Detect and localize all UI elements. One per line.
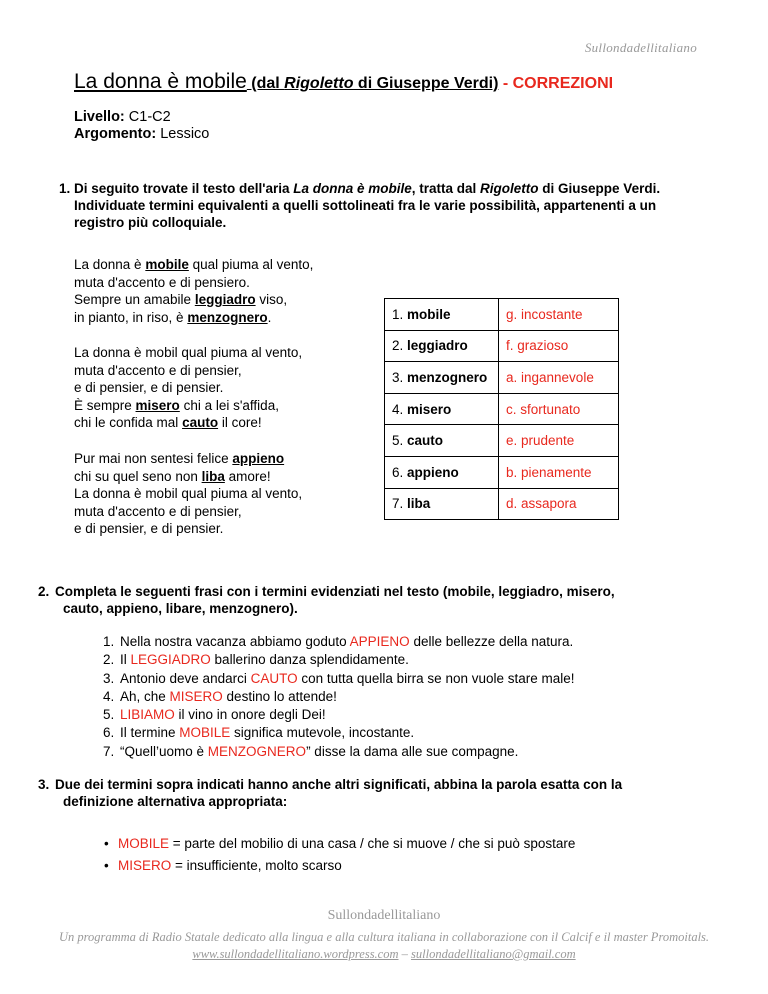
lyrics-stanza-1 xyxy=(74,256,313,326)
level-label: Livello: xyxy=(74,109,125,125)
level-line xyxy=(74,109,171,125)
matching-word: misero xyxy=(407,401,452,417)
sentence-answer: CAUTO xyxy=(250,670,298,686)
matching-answer: e. prudente xyxy=(499,425,619,457)
matching-number: 3. xyxy=(392,369,408,385)
q3-line1: Due dei termini sopra indicati hanno anche altri significati, abbina la parola esatta con la xyxy=(55,777,623,792)
lyric-text: chi su quel seno non xyxy=(74,468,202,484)
underlined-word: menzognero xyxy=(187,309,268,325)
footer-separator: – xyxy=(398,947,412,961)
topic-label: Argomento: xyxy=(74,126,157,142)
matching-word-cell xyxy=(385,299,499,331)
lyric-line: muta d'accento e di pensier, xyxy=(74,362,242,378)
matching-number: 1. xyxy=(392,306,408,322)
matching-answer: d. assapora xyxy=(499,488,619,520)
sentence-text: Il xyxy=(120,652,131,668)
matching-answer: f. grazioso xyxy=(499,330,619,362)
matching-answer: a. ingannevole xyxy=(499,362,619,394)
footer-description: Un programma di Radio Statale dedicato alla lingua e alla cultura italiana in collaborazione con il Calcif e il master Promoitals. xyxy=(58,930,710,944)
level-value: C1-C2 xyxy=(124,109,171,125)
website-link[interactable]: www.sullondadellitaliano.wordpress.com xyxy=(192,947,399,961)
matching-word-cell xyxy=(385,425,499,457)
sentence-item xyxy=(118,706,575,724)
sentence-text: ballerino danza splendidamente. xyxy=(210,652,409,668)
lyric-line: La donna è mobil qual piuma al vento, xyxy=(74,345,303,360)
lyric-text: chi a lei s'affida, xyxy=(179,397,279,413)
matching-word: menzognero xyxy=(407,369,488,385)
lyric-text: viso, xyxy=(255,292,288,308)
sentence-item xyxy=(118,688,575,706)
matching-number: 2. xyxy=(392,338,408,354)
q1-l1e: di Giuseppe Verdi. xyxy=(538,181,661,196)
sentence-item xyxy=(118,670,575,688)
matching-number: 6. xyxy=(392,464,408,480)
q1-l1d: Rigoletto xyxy=(480,181,539,196)
matching-word: cauto xyxy=(407,433,444,449)
lyric-line: muta d'accento e di pensiero. xyxy=(74,274,250,290)
matching-answer: b. pienamente xyxy=(499,456,619,488)
definition-text: = insufficiente, molto scarso xyxy=(171,858,342,873)
sentence-text: Antonio deve andarci xyxy=(120,670,251,686)
lyric-text: Sempre un amabile xyxy=(74,292,195,308)
lyric-text: La donna è xyxy=(74,257,146,272)
matching-table xyxy=(384,298,619,520)
sentence-item xyxy=(118,651,575,669)
definition-word: MISERO xyxy=(118,858,172,873)
matching-answer: g. incostante xyxy=(499,299,619,331)
matching-word-cell xyxy=(385,330,499,362)
matching-word: leggiadro xyxy=(407,338,468,354)
matching-row xyxy=(385,362,619,394)
lyric-line: muta d'accento e di pensier, xyxy=(74,503,242,519)
lyric-line xyxy=(74,291,313,309)
sentence-text: ” disse la dama alle sue compagne. xyxy=(306,743,519,759)
sentence-text: con tutta quella birra se non vuole stare male! xyxy=(297,670,575,686)
q1-instructions xyxy=(74,180,660,231)
matching-word: mobile xyxy=(407,306,451,322)
sentence-answer: LEGGIADRO xyxy=(130,652,211,668)
matching-row xyxy=(385,393,619,425)
footer-contacts xyxy=(0,947,768,962)
underlined-word: appieno xyxy=(232,451,285,466)
header-brand: Sullondadellitaliano xyxy=(584,40,697,55)
q3-instructions xyxy=(55,776,622,810)
sentence-text: delle bellezze della natura. xyxy=(409,634,574,649)
email-link[interactable]: sullondadellitaliano@gmail.com xyxy=(411,947,576,961)
matching-word: appieno xyxy=(407,464,459,480)
matching-number: 4. xyxy=(392,401,408,417)
underlined-word: mobile xyxy=(145,257,189,272)
title-sub xyxy=(247,75,499,92)
q1-line1 xyxy=(74,180,660,197)
sentence-answer: MENZOGNERO xyxy=(207,743,307,759)
lyric-line xyxy=(74,309,313,327)
title-main: La donna è mobile xyxy=(74,70,247,93)
matching-row xyxy=(385,299,619,331)
lyric-line xyxy=(74,397,302,415)
lyric-line xyxy=(74,468,302,486)
matching-word-cell xyxy=(385,393,499,425)
matching-word-cell xyxy=(385,456,499,488)
lyric-text: . xyxy=(267,309,272,325)
matching-word: liba xyxy=(407,496,431,512)
title-sub-post: di Giuseppe Verdi) xyxy=(353,75,499,92)
topic-line xyxy=(74,126,209,142)
q2-number: 2. xyxy=(38,584,50,599)
matching-word-cell xyxy=(385,488,499,520)
definition-item xyxy=(118,855,575,877)
q1-line2: Individuate termini equivalenti a quelli sottolineati fra le varie possibilità, appartenenti a un xyxy=(74,198,657,213)
q2-instructions xyxy=(55,583,615,617)
matching-number: 7. xyxy=(392,496,408,512)
sentence-text: Ah, che xyxy=(120,688,170,704)
lyric-text: È sempre xyxy=(74,397,136,413)
matching-answer: c. sfortunato xyxy=(499,393,619,425)
sentence-item xyxy=(118,743,575,761)
matching-word-cell xyxy=(385,362,499,394)
lyric-text: amore! xyxy=(224,468,271,484)
title-dash: - xyxy=(498,75,513,92)
sentence-answer: MISERO xyxy=(169,688,223,704)
sentence-text: Il termine xyxy=(120,725,180,741)
q1-number: 1. xyxy=(59,181,71,196)
title-work: Rigoletto xyxy=(284,75,354,92)
matching-row xyxy=(385,425,619,457)
q2-line2: cauto, appieno, libare, menzognero). xyxy=(63,601,298,616)
definition-text: = parte del mobilio di una casa / che si muove / che si può spostare xyxy=(169,836,576,851)
lyrics-stanza-2 xyxy=(74,344,302,432)
sentence-text: “Quell’uomo è xyxy=(120,743,208,759)
lyric-line: e di pensier, e di pensier. xyxy=(74,521,224,537)
lyric-line: La donna è mobil qual piuma al vento, xyxy=(74,486,303,502)
lyric-text: qual piuma al vento, xyxy=(188,257,314,272)
matching-row xyxy=(385,330,619,362)
definition-item xyxy=(118,833,575,855)
matching-row xyxy=(385,456,619,488)
sentence-text: significa mutevole, incostante. xyxy=(230,725,415,741)
lyric-line xyxy=(74,450,302,468)
lyric-text: il core! xyxy=(218,415,262,431)
title-corrections: CORREZIONI xyxy=(512,75,614,92)
title-sub-pre: (dal xyxy=(246,75,285,92)
sentence-answer: MOBILE xyxy=(179,725,231,741)
lyric-text: Pur mai non sentesi felice xyxy=(74,451,233,466)
sentence-answer: APPIENO xyxy=(349,634,410,649)
matching-row xyxy=(385,488,619,520)
underlined-word: leggiadro xyxy=(194,292,256,308)
underlined-word: liba xyxy=(201,468,225,484)
lyric-line xyxy=(74,414,302,432)
topic-value: Lessico xyxy=(156,126,210,142)
lyric-text: chi le confida mal xyxy=(74,415,183,431)
lyrics-stanza-3 xyxy=(74,450,302,538)
matching-number: 5. xyxy=(392,433,408,449)
footer-brand: Sullondadellitaliano xyxy=(327,908,441,923)
q1-line3: registro più colloquiale. xyxy=(74,215,227,230)
sentence-item xyxy=(118,724,575,742)
page-title xyxy=(74,70,613,94)
q3-line2: definizione alternativa appropriata: xyxy=(63,794,288,809)
q1-l1c: , tratta dal xyxy=(411,181,481,196)
q3-number: 3. xyxy=(38,777,50,792)
underlined-word: misero xyxy=(135,397,180,413)
sentence-text: destino lo attende! xyxy=(222,688,337,704)
sentence-text: Nella nostra vacanza abbiamo goduto xyxy=(120,634,350,649)
definition-list xyxy=(74,833,575,877)
q1-l1b: La donna è mobile xyxy=(293,181,412,196)
sentence-text: il vino in onore degli Dei! xyxy=(174,707,326,723)
sentence-item xyxy=(118,633,575,651)
sentence-answer: LIBIAMO xyxy=(120,707,175,723)
q2-line1: Completa le seguenti frasi con i termini evidenziati nel testo (mobile, leggiadro, misero, xyxy=(55,584,615,599)
q1-l1a: Di seguito trovate il testo dell'aria xyxy=(74,181,294,196)
lyric-line: e di pensier, e di pensier. xyxy=(74,380,224,396)
definition-word: MOBILE xyxy=(118,836,170,851)
lyric-line xyxy=(74,256,313,274)
sentence-list xyxy=(74,633,575,761)
lyric-text: in pianto, in riso, è xyxy=(74,309,188,325)
underlined-word: cauto xyxy=(182,415,219,431)
